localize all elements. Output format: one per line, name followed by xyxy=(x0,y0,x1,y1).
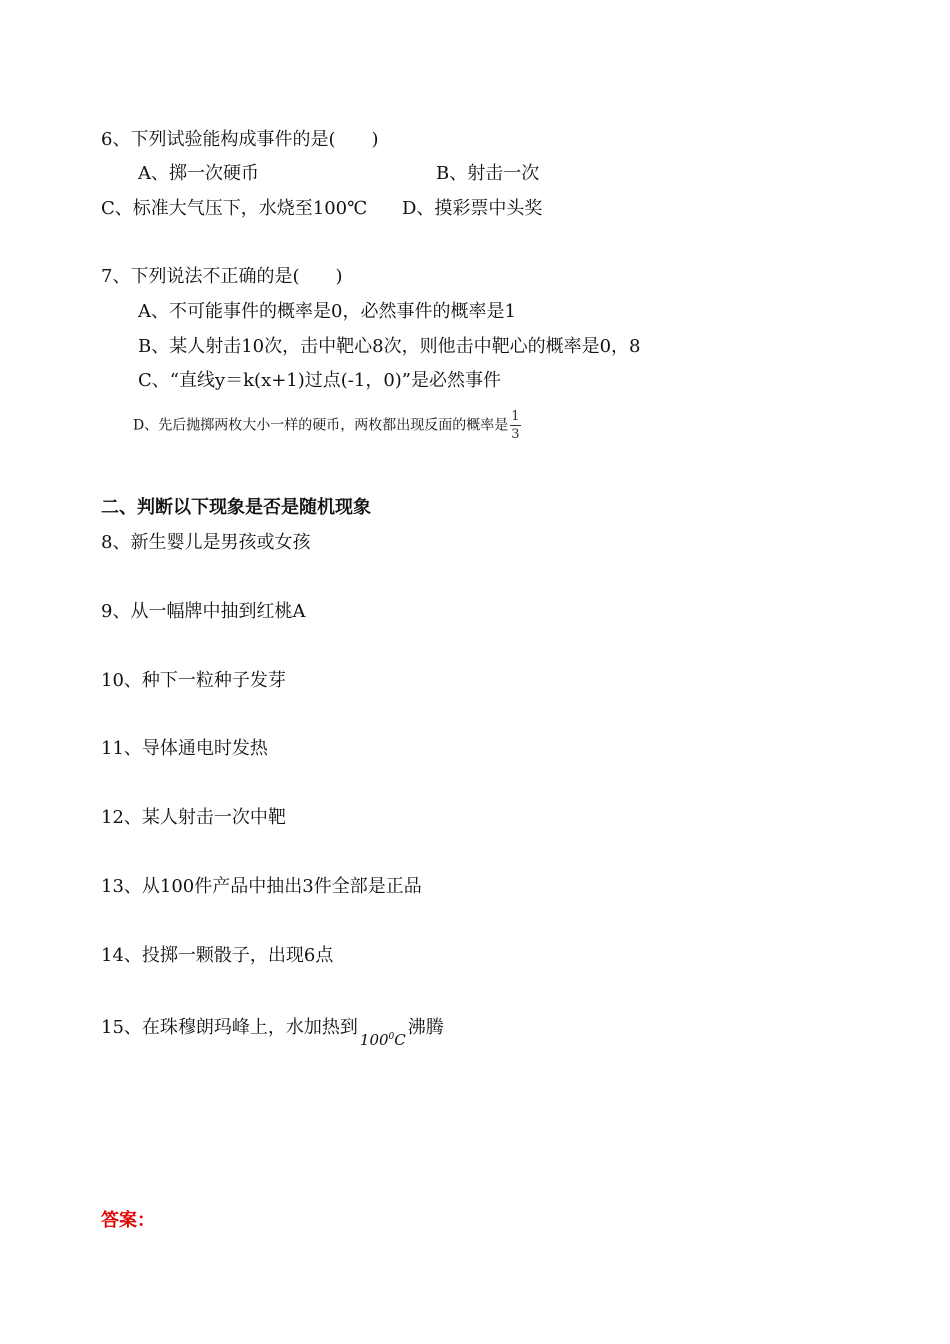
q6-option-d: D、摸彩票中头奖 xyxy=(402,198,543,219)
item-10: 10、种下一粒种子发芽 xyxy=(101,670,286,691)
answer-label: 答案： xyxy=(101,1210,155,1231)
fraction-numerator: 1 xyxy=(511,409,520,424)
q6-option-a: A、掷一次硬币 xyxy=(138,163,259,184)
q7-option-d-text: D、先后抛掷两枚大小一样的硬币，两枚都出现反面的概率是 xyxy=(133,417,509,434)
q7-option-a: A、不可能事件的概率是0，必然事件的概率是1 xyxy=(138,301,516,322)
temperature-100c xyxy=(360,1025,406,1052)
item-15-text-after: 沸腾 xyxy=(407,1017,444,1038)
item-11: 11、导体通电时发热 xyxy=(101,738,268,759)
q6-option-c: C、标准大气压下，水烧至100℃ xyxy=(101,198,368,219)
section-2-heading: 二、判断以下现象是否是随机现象 xyxy=(101,497,371,518)
q7-option-c: C、“直线y＝k(x+1)过点(-1，0)”是必然事件 xyxy=(138,370,502,391)
fraction-one-third xyxy=(510,408,520,443)
temperature-degree-sup: 0 xyxy=(388,1032,395,1042)
q6-option-b: B、射击一次 xyxy=(436,163,540,184)
q7-stem: 7、下列说法不正确的是( ) xyxy=(101,266,343,287)
item-15 xyxy=(101,1013,444,1049)
item-9: 9、从一幅牌中抽到红桃A xyxy=(101,601,306,622)
q6-stem: 6、下列试验能构成事件的是( ) xyxy=(101,129,379,150)
item-8: 8、新生婴儿是男孩或女孩 xyxy=(101,532,311,553)
item-12: 12、某人射击一次中靶 xyxy=(101,807,286,828)
temperature-value: 100 xyxy=(359,1031,389,1049)
item-15-text-before: 15、在珠穆朗玛峰上，水加热到 xyxy=(101,1017,358,1038)
fraction-denominator: 3 xyxy=(511,427,520,442)
item-13: 13、从100件产品中抽出3件全部是正品 xyxy=(101,876,422,897)
temperature-unit: C xyxy=(394,1031,406,1049)
q7-option-b: B、某人射击10次，击中靶心8次，则他击中靶心的概率是0，8 xyxy=(138,336,641,357)
item-14: 14、投掷一颗骰子，出现6点 xyxy=(101,945,334,966)
q7-option-d xyxy=(133,408,521,443)
